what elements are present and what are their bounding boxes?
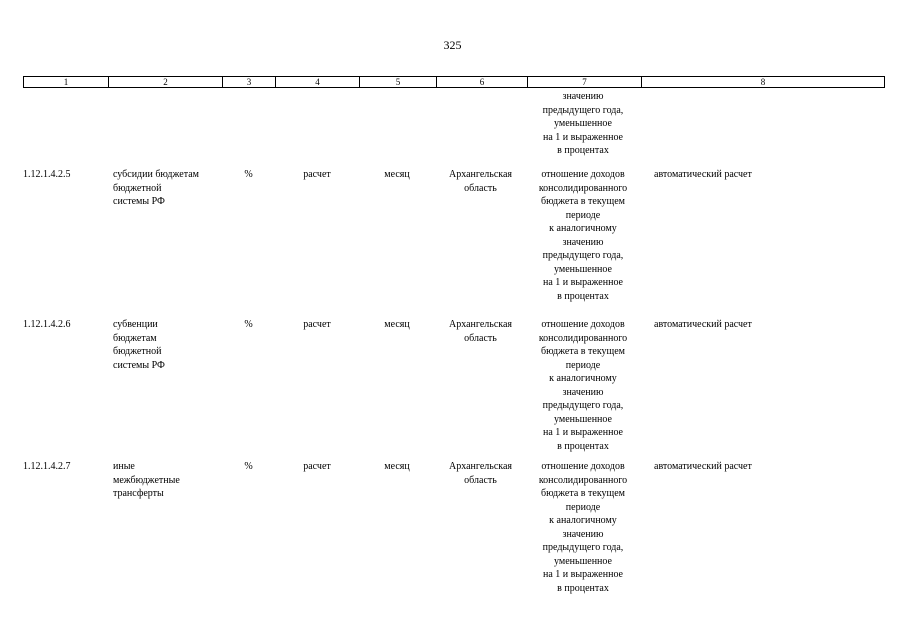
column-header-3: 3: [222, 77, 275, 87]
row-code: 1.12.1.4.2.5: [23, 169, 71, 180]
row-method: расчет: [303, 319, 331, 330]
row-region: Архангельская область: [448, 461, 513, 486]
column-header-5: 5: [359, 77, 436, 87]
row-calc: автоматический расчет: [654, 461, 752, 472]
row-name: субвенции бюджетам бюджетной системы РФ: [113, 319, 165, 371]
row-name: иные межбюджетные трансферты: [113, 461, 180, 499]
row-period: месяц: [384, 461, 410, 472]
column-header-2: 2: [108, 77, 222, 87]
row-formula: отношение доходов консолидированного бюджета в текущем периоде к аналогичному значению предыдущего года, уменьшенное на 1 и выраженное в процентах: [538, 169, 628, 302]
column-header-4: 4: [275, 77, 359, 87]
row-code: 1.12.1.4.2.6: [23, 319, 71, 330]
column-header-8: 8: [641, 77, 884, 87]
row-code: 1.12.1.4.2.7: [23, 461, 71, 472]
row-calc: автоматический расчет: [654, 169, 752, 180]
row-formula: отношение доходов консолидированного бюджета в текущем периоде к аналогичному значению предыдущего года, уменьшенное на 1 и выраженное в процентах: [538, 461, 628, 594]
row-period: месяц: [384, 169, 410, 180]
table-header-row: [23, 76, 885, 88]
row-period: месяц: [384, 319, 410, 330]
row-unit: %: [244, 169, 253, 180]
page-number: 325: [443, 38, 462, 52]
column-header-1: 1: [63, 77, 69, 87]
row-method: расчет: [303, 461, 331, 472]
column-header-7: 7: [527, 77, 641, 87]
row-unit: %: [244, 461, 253, 472]
row-region: Архангельская область: [448, 319, 513, 344]
row-name: субсидии бюджетам бюджетной системы РФ: [113, 169, 199, 207]
continuation-formula: значению предыдущего года, уменьшенное на 1 и выраженное в процентах: [542, 91, 624, 156]
row-unit: %: [244, 319, 253, 330]
column-header-6: 6: [436, 77, 527, 87]
row-method: расчет: [303, 169, 331, 180]
row-formula: отношение доходов консолидированного бюджета в текущем периоде к аналогичному значению предыдущего года, уменьшенное на 1 и выраженное в процентах: [538, 319, 628, 452]
row-region: Архангельская область: [448, 169, 513, 194]
row-calc: автоматический расчет: [654, 319, 752, 330]
